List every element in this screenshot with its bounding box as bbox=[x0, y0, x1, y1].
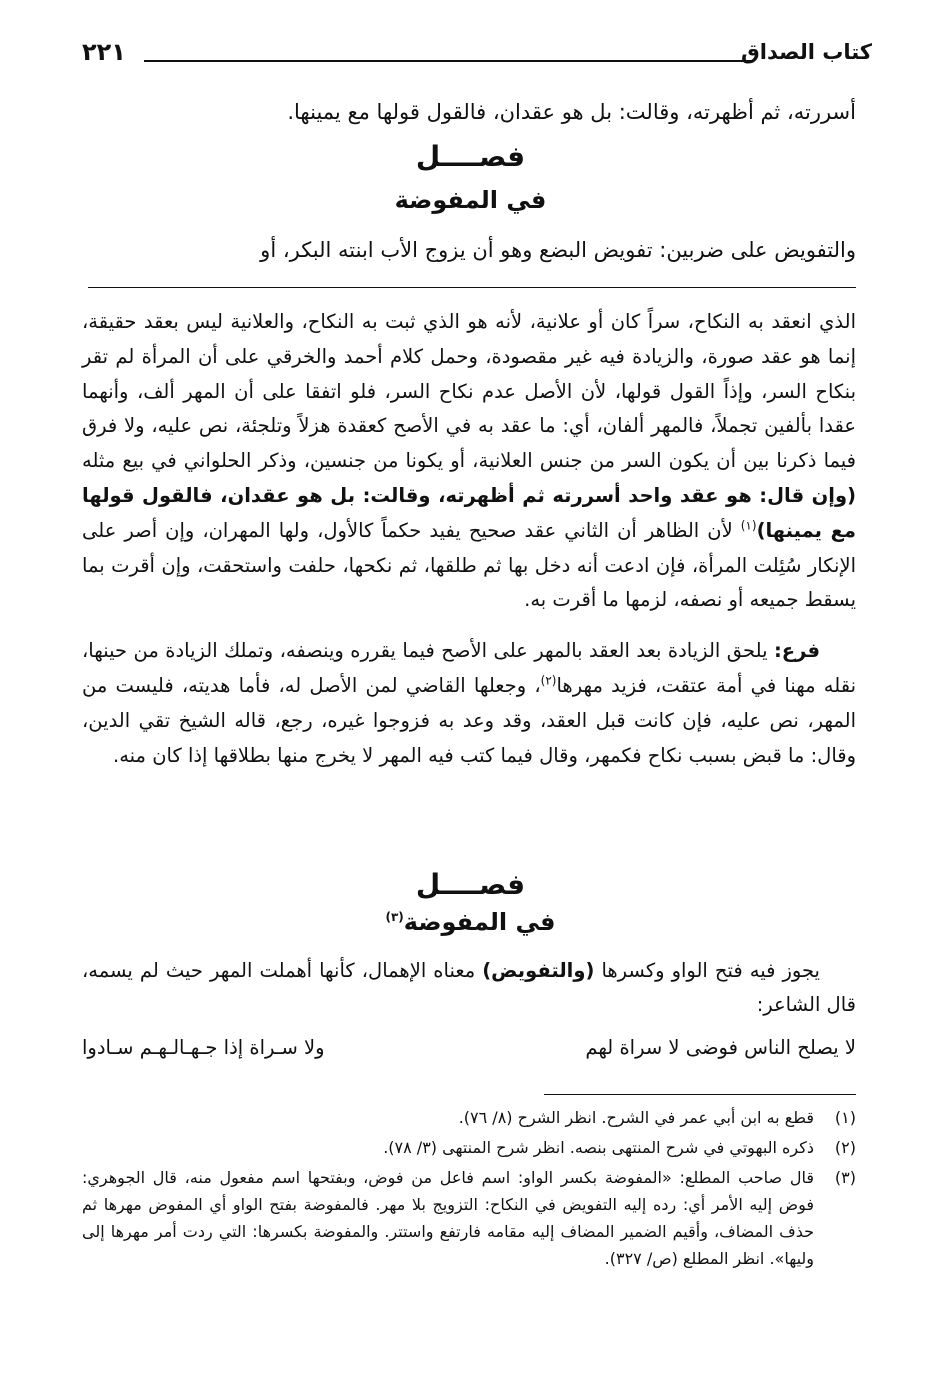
commentary-text: ، وجعلها القاضي لمن الأصل له، فأما هديته، فليست من المهر، نص عليه، فإن كانت قبل العقد، وقد وعد به فزوجوا غيره، رجع، قاله الشيخ تقي الدين، وقال: ما قبض بسبب نكاح فكمهر، وقال فيما كتب فيه المهر لا يخرج منها بطلاقها إذا كان منه. bbox=[82, 673, 856, 767]
footnote-text: قطع به ابن أبي عمر في الشرح. انظر الشرح (٨/ ٧٦). bbox=[458, 1108, 814, 1127]
footnote-ref-1: (١) bbox=[740, 518, 757, 533]
poem-hemistich-1: لا يصلح الناس فوضى لا سراة لهم bbox=[585, 1036, 856, 1059]
section-2-text-part1: يجوز فيه فتح الواو وكسرها bbox=[601, 959, 820, 982]
matn-divider bbox=[88, 287, 856, 288]
subheading-text: في المفوضة bbox=[403, 908, 556, 936]
commentary-paragraph-far bbox=[82, 634, 856, 773]
footnote-number: (١) bbox=[834, 1108, 856, 1127]
header-rule bbox=[144, 60, 754, 62]
footnote-text: ذكره البهوتي في شرح المنتهى بنصه. انظر شرح المنتهى (٣/ ٧٨). bbox=[383, 1138, 814, 1157]
footnote-text: قال صاحب المطلع: «المفوضة بكسر الواو: اسم فاعل من فوض، وبفتحها اسم مفعول منه، قال الجوهري: فوض إليه الأمر أي: رده إليه التفويض في النكاح: التزويج بلا مهر. فالمفوضة بفتح الواو أي المفوض مهرها ثم حذف المضاف، وأقيم الضمير المضاف إليه مقامه فارتفع واستتر. والمفوضة بكسرها: التي ردت أمر مهرها إلى وليها». انظر المطلع (ص/ ٣٢٧). bbox=[82, 1168, 814, 1268]
commentary-text: لأن الظاهر أن الثاني عقد صحيح يفيد حكماً كالأول، ولها المهران، وإن أصر على الإنكار سُئِلت المرأة، فإن ادعت أنه دخل بها ثم طلقها، ثم نكحها، حلفت واستحقت، وإن أقرت بما يسقط جميعه أو نصفه، لزمها ما أقرت به. bbox=[82, 518, 856, 612]
quoted-term-bold: (والتفويض) bbox=[482, 959, 595, 982]
footnote-ref-2: (٢) bbox=[540, 673, 557, 688]
commentary-text: يلحق الزيادة بعد العقد بالمهر على الأصح فيما يقرره وينصفه، وتملك الزيادة من حينها، نقله مهنا في أمة عتقت، فزيد مهرها bbox=[82, 639, 857, 697]
section-2-text-part2: معناه الإهمال، كأنها أهملت المهر حيث لم يسمه، قال الشاعر: bbox=[82, 959, 856, 1016]
running-header bbox=[82, 38, 872, 74]
footnote bbox=[82, 1164, 856, 1272]
footnote-ref-3: (٣) bbox=[385, 910, 404, 924]
footnotes-divider bbox=[544, 1094, 856, 1095]
quoted-matn-bold: (وإن قال: هو عقد واحد أسررته ثم أظهرته، وقالت: بل هو عقدان، فالقول قولها مع يمينها) bbox=[82, 483, 856, 542]
commentary-block bbox=[82, 305, 856, 773]
poetry-verse bbox=[82, 1036, 856, 1070]
footnote-number: (٣) bbox=[834, 1168, 856, 1187]
section-subheading-mufawwada: في المفوضة bbox=[394, 186, 547, 214]
footnote bbox=[82, 1134, 856, 1161]
far-label: فرع: bbox=[773, 639, 820, 663]
footnote bbox=[82, 1104, 856, 1131]
page-number: ٢٢١ bbox=[82, 38, 126, 66]
footnotes bbox=[82, 1104, 856, 1272]
poem-hemistich-2: ولا سـراة إذا جـهـالـهـم سـادوا bbox=[82, 1036, 325, 1059]
matn-line-2: والتفويض على ضربين: تفويض البضع وهو أن يزوج الأب ابنته البكر، أو bbox=[260, 238, 856, 262]
section-subheading-mufawwada-2 bbox=[85, 908, 856, 936]
section-heading-fasl-2: فصــــل bbox=[415, 868, 526, 901]
commentary-text: الذي انعقد به النكاح، سراً كان أو علانية، لأنه هو الذي ثبت به النكاح، والعلانية ليس بعقد حقيقة، إنما هو عقد صورة، والزيادة فيه غير مقصودة، وحمل كلام أحمد والخرقي على أن المرأة لم تقر بنكاح السر، وإذاً القول قولها، لأن الأصل عدم نكاح السر، فلو اتفقا على أن المهر ألف، وأنهما عقدا بألفين تجملاً، فالمهر ألفان، أي: ما عقد به في الأصح كعقدة هزلاً وتلجئة، نص عليه، ولا فرق فيما ذكرنا بين أن يكون السر من جنس العلانية، أو يكونا من جنسين، وذكر الحلواني في بيع مثله bbox=[82, 310, 856, 473]
footnote-number: (٢) bbox=[834, 1138, 856, 1157]
section-2-text bbox=[82, 954, 856, 1022]
commentary-paragraph-1 bbox=[82, 305, 856, 618]
matn-line-1: أسررته، ثم أظهرته، وقالت: بل هو عقدان، فالقول قولها مع يمينها. bbox=[287, 100, 856, 124]
book-title: كتاب الصداق bbox=[741, 40, 872, 64]
section-heading-fasl: فصــــل bbox=[415, 140, 526, 173]
